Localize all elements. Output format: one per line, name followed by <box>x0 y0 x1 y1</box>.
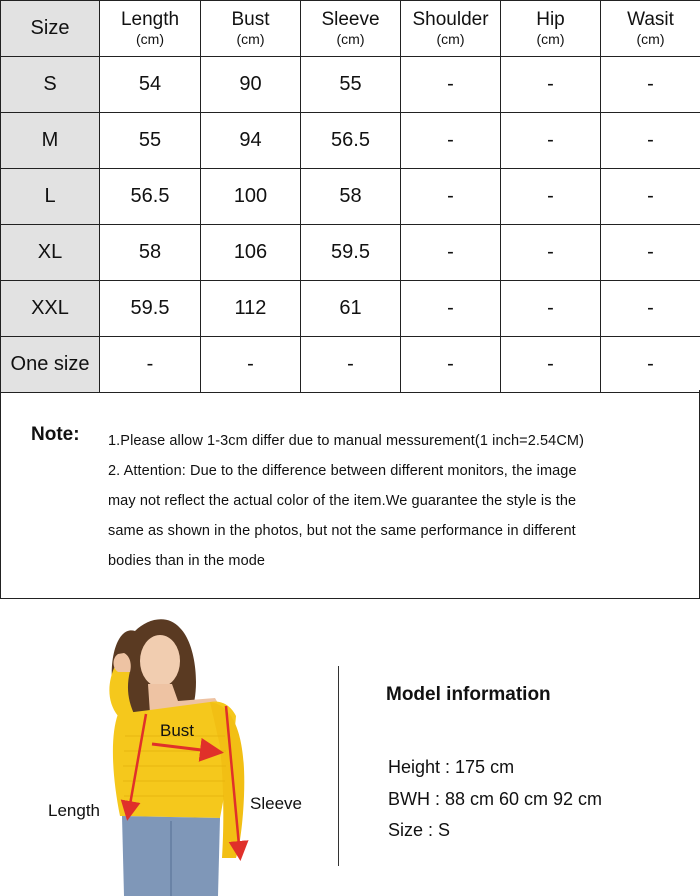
table-row <box>1 281 700 337</box>
header-waist: Wasit (cm) <box>601 1 700 57</box>
table-cell: - <box>401 337 501 393</box>
table-cell: - <box>401 57 501 113</box>
size-label: One size <box>1 337 100 393</box>
length-label: Length <box>48 801 100 820</box>
table-row <box>1 169 700 225</box>
table-cell: 58 <box>301 169 401 225</box>
table-header-row <box>1 1 700 57</box>
header-hip: Hip (cm) <box>501 1 601 57</box>
table-cell: 112 <box>201 281 301 337</box>
table-cell: 54 <box>100 57 201 113</box>
table-cell: - <box>501 281 601 337</box>
note-line: 2. Attention: Due to the difference between different monitors, the image <box>108 463 577 479</box>
table-row <box>1 113 700 169</box>
table-row <box>1 225 700 281</box>
note-text <box>108 426 668 576</box>
table-cell: - <box>401 169 501 225</box>
note-line: may not reflect the actual color of the item.We guarantee the style is the <box>108 493 577 509</box>
table-cell: 56.5 <box>301 113 401 169</box>
table-cell: 55 <box>301 57 401 113</box>
model-bwh: BWH : 88 cm 60 cm 92 cm <box>388 789 603 809</box>
table-row <box>1 337 700 393</box>
header-size: Size <box>1 1 100 57</box>
table-cell: - <box>401 225 501 281</box>
table-cell: - <box>501 225 601 281</box>
header-bust: Bust (cm) <box>201 1 301 57</box>
table-cell: - <box>601 113 700 169</box>
table-cell: 56.5 <box>100 169 201 225</box>
model-height: Height : 175 cm <box>388 757 515 777</box>
table-cell: - <box>601 57 700 113</box>
note-line: 1.Please allow 1-3cm differ due to manual messurement(1 inch=2.54CM) <box>108 433 584 449</box>
model-size: Size : S <box>388 820 451 840</box>
size-chart-table <box>0 0 700 393</box>
size-label: M <box>1 113 100 169</box>
table-cell: - <box>501 57 601 113</box>
note-box <box>0 390 700 599</box>
size-label: XL <box>1 225 100 281</box>
table-cell: - <box>501 337 601 393</box>
model-info-title: Model information <box>386 684 551 705</box>
table-cell: - <box>501 113 601 169</box>
table-cell: - <box>301 337 401 393</box>
table-cell: 61 <box>301 281 401 337</box>
model-face <box>140 635 180 687</box>
divider <box>338 666 339 866</box>
table-cell: 100 <box>201 169 301 225</box>
note-label: Note: <box>31 424 80 445</box>
note-line: bodies than in the mode <box>108 553 266 569</box>
table-cell: - <box>401 281 501 337</box>
table-cell: 94 <box>201 113 301 169</box>
size-label: XXL <box>1 281 100 337</box>
header-sleeve: Sleeve (cm) <box>301 1 401 57</box>
table-cell: - <box>601 337 700 393</box>
table-row <box>1 57 700 113</box>
table-cell: - <box>601 281 700 337</box>
table-cell: 58 <box>100 225 201 281</box>
table-cell: 90 <box>201 57 301 113</box>
size-label: L <box>1 169 100 225</box>
table-cell: - <box>601 169 700 225</box>
table-cell: - <box>100 337 201 393</box>
table-cell: 59.5 <box>100 281 201 337</box>
header-shoulder: Shoulder (cm) <box>401 1 501 57</box>
header-length: Length (cm) <box>100 1 201 57</box>
model-measurement-diagram <box>40 606 330 896</box>
table-cell: - <box>201 337 301 393</box>
table-cell: - <box>601 225 700 281</box>
table-cell: 55 <box>100 113 201 169</box>
table-cell: 59.5 <box>301 225 401 281</box>
size-label: S <box>1 57 100 113</box>
sleeve-label: Sleeve <box>250 794 302 813</box>
bust-label: Bust <box>160 721 195 740</box>
table-cell: - <box>501 169 601 225</box>
table-cell: - <box>401 113 501 169</box>
note-line: same as shown in the photos, but not the same performance in different <box>108 523 576 539</box>
table-cell: 106 <box>201 225 301 281</box>
